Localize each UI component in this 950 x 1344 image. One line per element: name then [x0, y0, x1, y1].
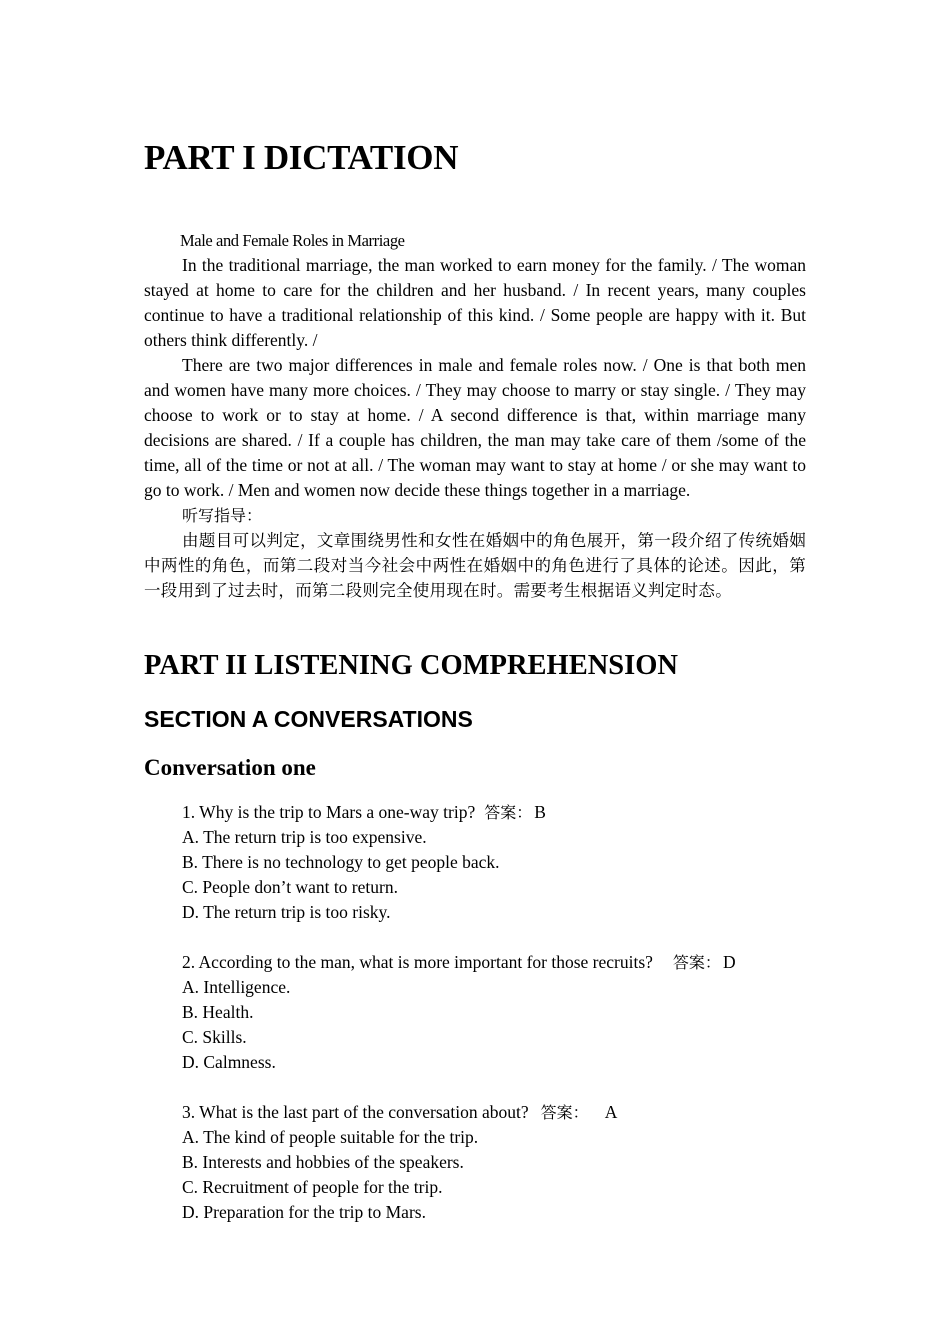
option-a: A. Intelligence.	[182, 977, 291, 997]
option-b: B. There is no technology to get people back.	[182, 852, 500, 872]
option-b: B. Health.	[182, 1002, 254, 1022]
question-text: 2. According to the man, what is more important for those recruits?	[182, 952, 653, 972]
question-line	[182, 800, 812, 825]
dictation-guide-text: 由题目可以判定，文章围绕男性和女性在婚姻中的角色展开，第一段介绍了传统婚姻中两性的角色，而第二段对当今社会中两性在婚姻中的角色进行了具体的论述。因此，第一段用到了过去时，而第二段则完全使用现在时。需要考生根据语义判定时态。	[144, 531, 806, 600]
dictation-guide-label: 听写指导：	[182, 506, 263, 525]
dictation-block	[144, 228, 806, 603]
question-line	[182, 950, 812, 975]
option-c: C. Skills.	[182, 1027, 247, 1047]
option-a: A. The kind of people suitable for the trip.	[182, 1127, 479, 1147]
option-d: D. Preparation for the trip to Mars.	[182, 1202, 426, 1222]
question-line	[182, 1100, 812, 1125]
part1-heading: PART I DICTATION	[144, 138, 459, 177]
dictation-paragraph-1: In the traditional marriage, the man worked to earn money for the family. / The woman stayed at home to care for the children and her husband. / In recent years, many couples continue to have a traditional relationship of this kind. / Some people are happy with it. But others think differently. /	[144, 255, 806, 350]
answer-value: B	[534, 802, 546, 822]
answer-label: 答案：	[672, 953, 721, 972]
answer-label: 答案：	[540, 1103, 589, 1122]
question-item	[182, 950, 812, 1075]
option-a: A. The return trip is too expensive.	[182, 827, 427, 847]
option-d: D. The return trip is too risky.	[182, 902, 391, 922]
question-item	[182, 1100, 812, 1225]
question-text: 3. What is the last part of the conversation about?	[182, 1102, 529, 1122]
answer-label: 答案：	[484, 803, 533, 822]
answer-value: A	[604, 1102, 618, 1122]
part2-heading: PART II LISTENING COMPREHENSION	[144, 650, 678, 681]
answer-value: D	[722, 952, 736, 972]
dictation-title: Male and Female Roles in Marriage	[180, 231, 405, 250]
option-d: D. Calmness.	[182, 1052, 276, 1072]
section-heading: SECTION A CONVERSATIONS	[144, 706, 473, 732]
option-b: B. Interests and hobbies of the speakers.	[182, 1152, 464, 1172]
conversation-heading: Conversation one	[144, 755, 316, 780]
option-c: C. Recruitment of people for the trip.	[182, 1177, 443, 1197]
question-item	[182, 800, 812, 925]
dictation-paragraph-2: There are two major differences in male and female roles now. / One is that both men and women have many more choices. / They may choose to marry or stay single. / They may choose to work or to stay at home. / A second difference is that, within marriage many decisions are shared. / If a couple has children, the man may take care of them /some of the time, all of the time or not at all. / The woman may want to stay at home / or she may want to go to work. / Men and women now decide these things together in a marriage.	[144, 355, 806, 500]
option-c: C. People don’t want to return.	[182, 877, 398, 897]
question-text: 1. Why is the trip to Mars a one-way trip?	[182, 802, 476, 822]
question-list	[182, 800, 812, 1250]
